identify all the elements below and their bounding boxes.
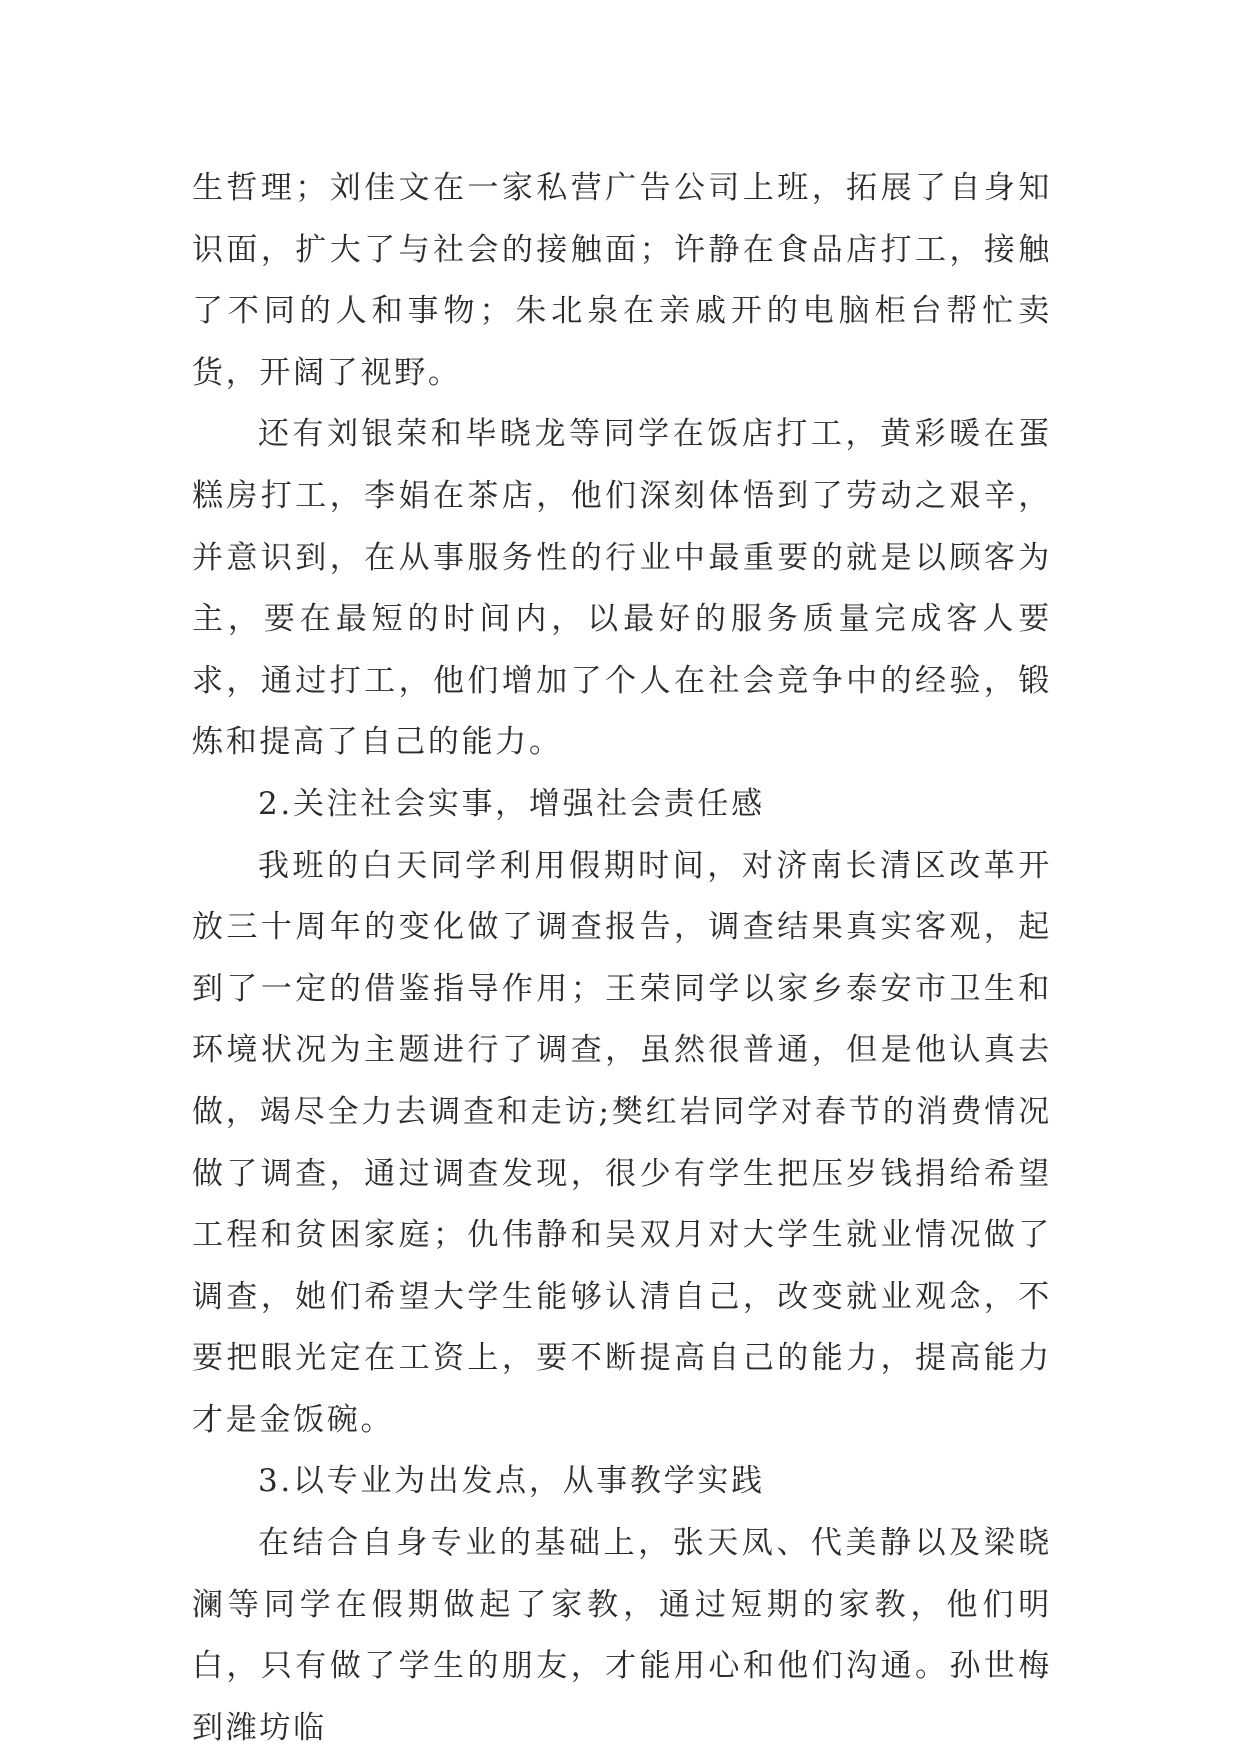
section-heading-social-affairs: 2.关注社会实事，增强社会责任感 xyxy=(258,785,765,822)
body-text xyxy=(192,158,1052,1759)
paragraph-work-experience-continued: 生哲理；刘佳文在一家私营广告公司上班，拓展了自身知识面，扩大了与社会的接触面；许静在食品店打工，接触了不同的人和事物；朱北泉在亲戚开的电脑柜台帮忙卖货，开阔了视野。 xyxy=(192,170,1052,391)
section-heading-teaching-practice: 3.以专业为出发点，从事教学实践 xyxy=(258,1463,765,1500)
paragraph-restaurant-work: 还有刘银荣和毕晓龙等同学在饭店打工，黄彩暖在蛋糕房打工，李娟在茶店，他们深刻体悟到了劳动之艰辛，并意识到，在从事服务性的行业中最重要的就是以顾客为主，要在最短的时间内，以最好的服务质量完成客人要求，通过打工，他们增加了个人在社会竞争中的经验，锻炼和提高了自己的能力。 xyxy=(192,416,1052,761)
paragraph-tutoring: 在结合自身专业的基础上，张天凤、代美静以及梁晓澜等同学在假期做起了家教，通过短期的家教，他们明白，只有做了学生的朋友，才能用心和他们沟通。孙世梅到潍坊临 xyxy=(192,1525,1052,1746)
paragraph-social-survey: 我班的白天同学利用假期时间，对济南长清区改革开放三十周年的变化做了调查报告，调查结果真实客观，起到了一定的借鉴指导作用；王荣同学以家乡泰安市卫生和环境状况为主题进行了调查，虽然很普通，但是他认真去做，竭尽全力去调查和走访;樊红岩同学对春节的消费情况做了调查，通过调查发现，很少有学生把压岁钱捐给希望工程和贫困家庭；仇伟静和吴双月对大学生就业情况做了调查，她们希望大学生能够认清自己，改变就业观念，不要把眼光定在工资上，要不断提高自己的能力，提高能力才是金饭碗。 xyxy=(192,847,1052,1438)
